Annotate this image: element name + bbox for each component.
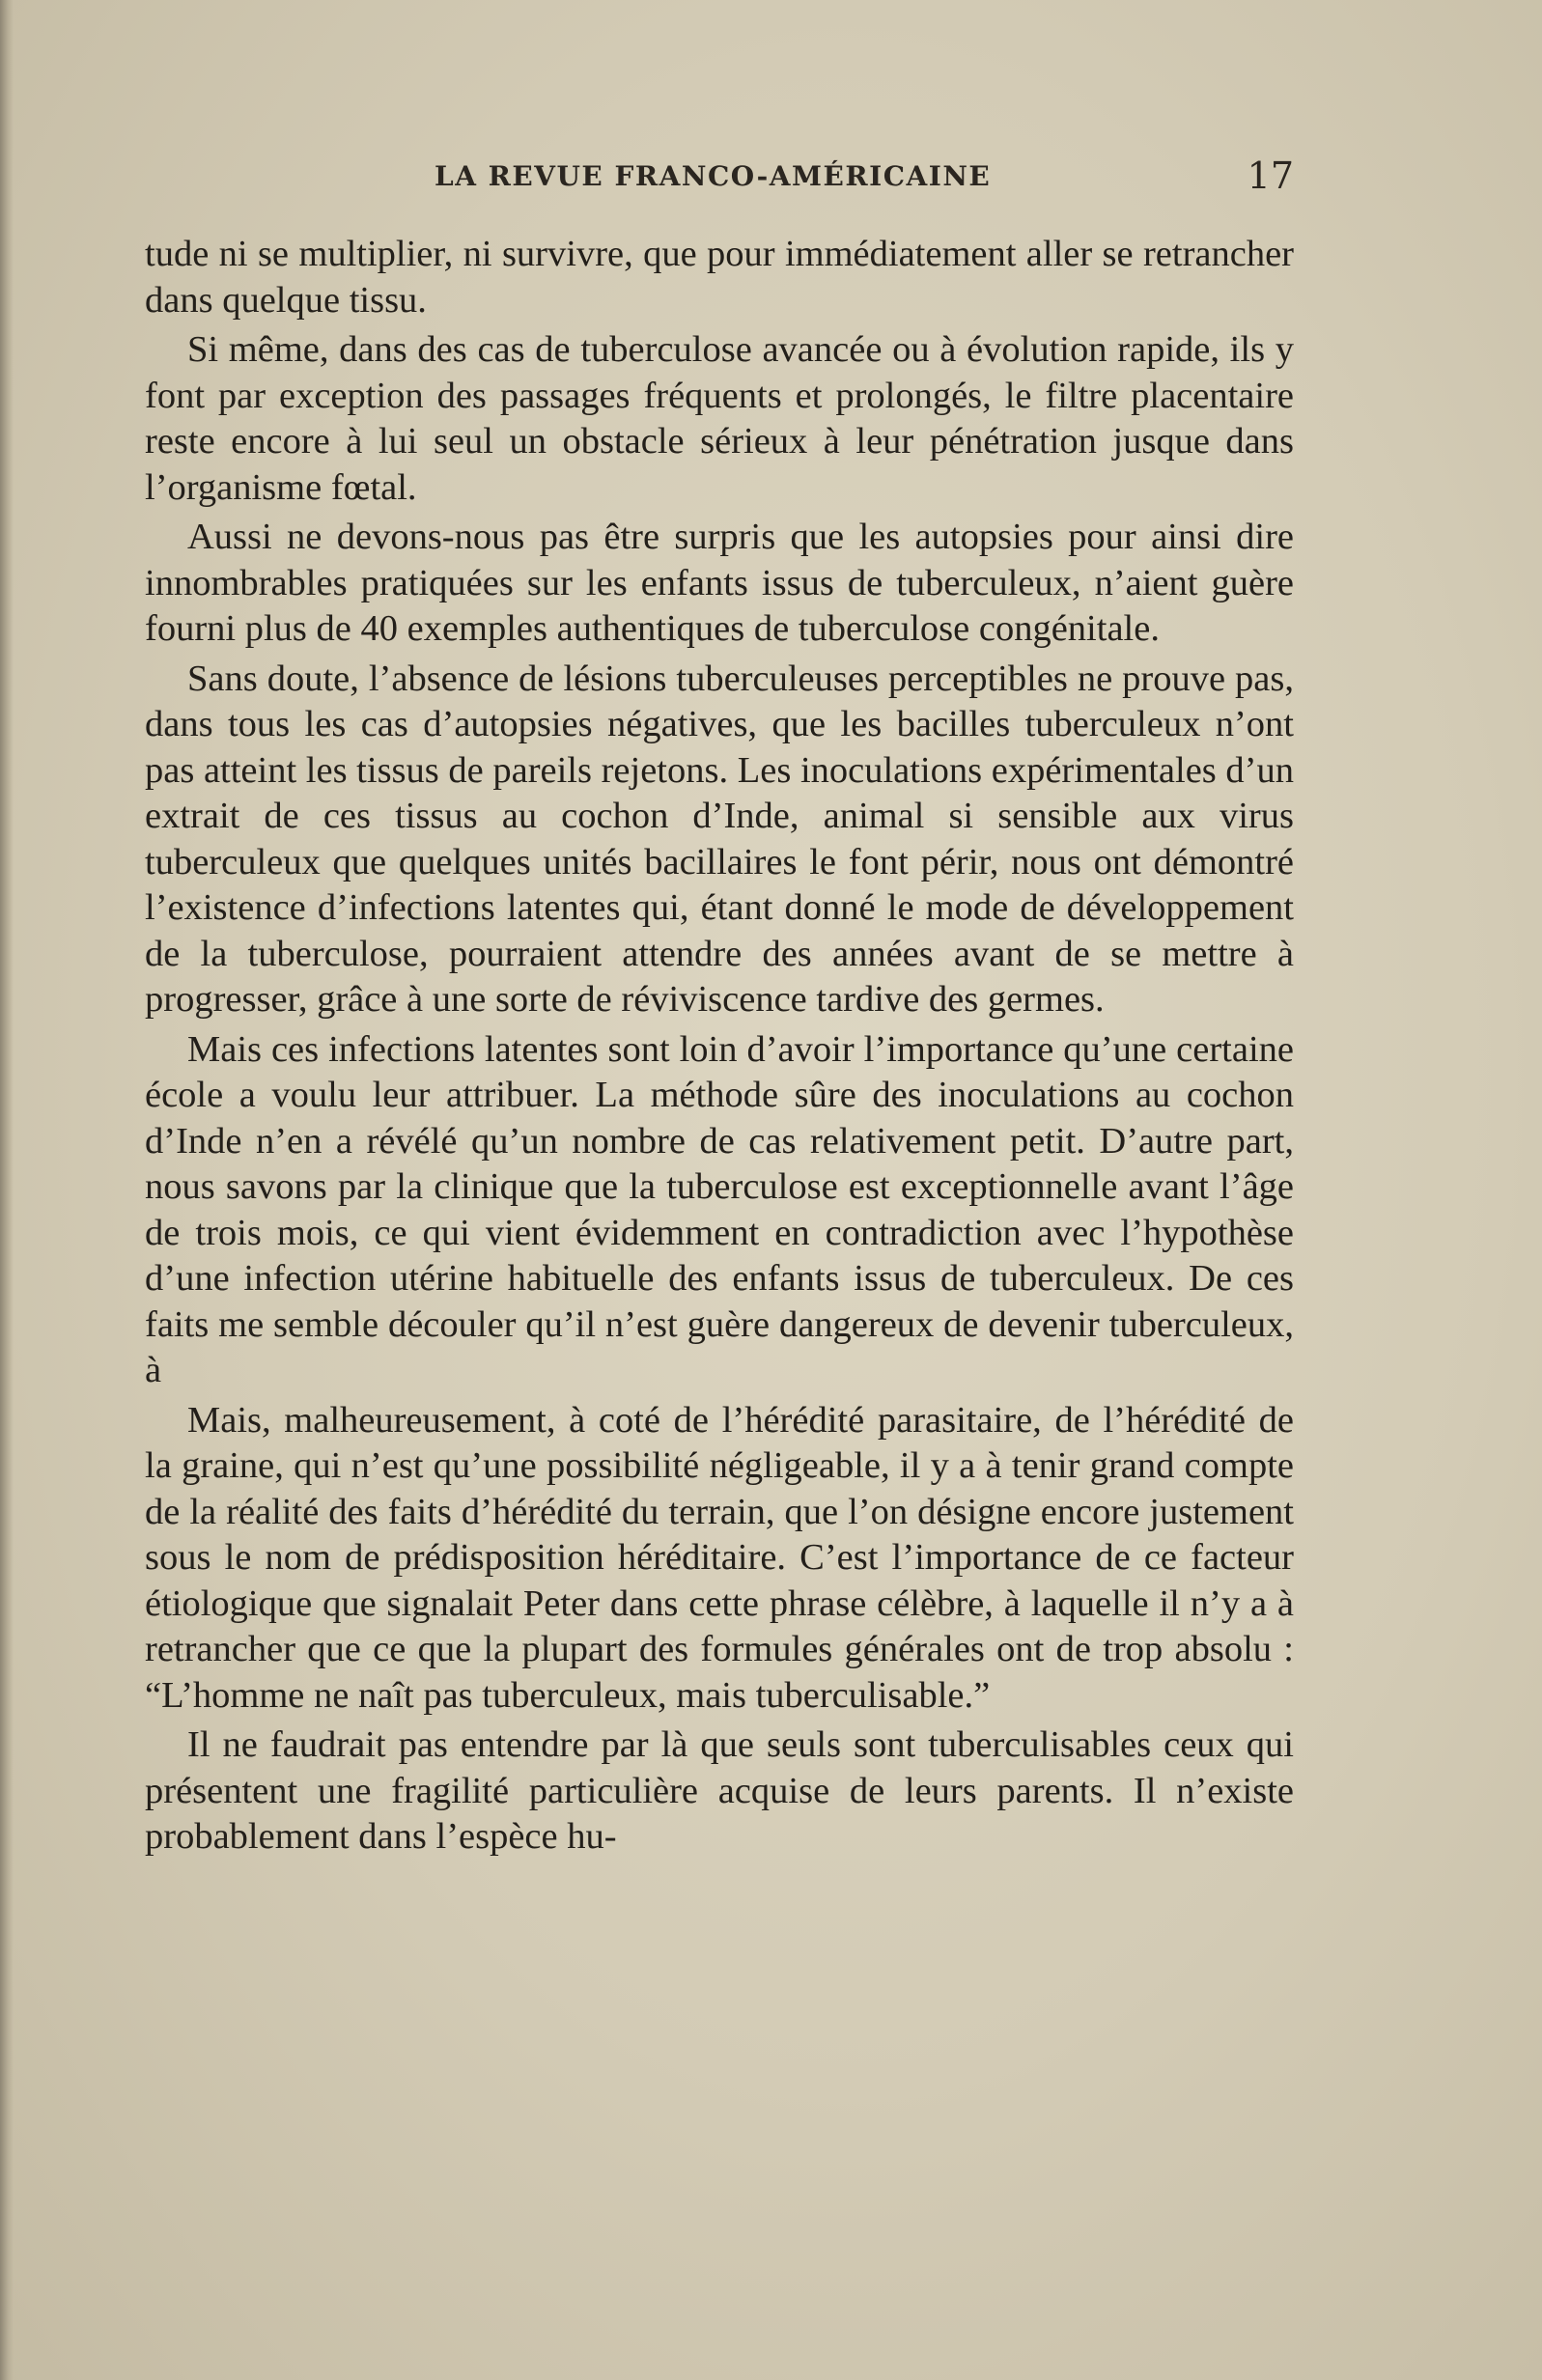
page-binding-edge [0,0,14,2380]
page-number: 17 [1247,154,1294,197]
paragraph: Si même, dans des cas de tuberculose avancée ou à évolution rapide, ils y font par exception des passages fréquents et prolongés, le filtre placentaire reste encore à lui seul un obstacle sérieux à leur pénétration jusque dans l’organisme fœtal. [145,329,1294,508]
running-title: LA REVUE FRANCO-AMÉRICAINE [435,160,992,192]
paragraph: tude ni se multiplier, ni survivre, que pour immédiatement aller se retrancher dans quelque tissu. [145,234,1294,321]
body-text [145,232,1294,1864]
running-header [145,154,1294,203]
paragraph: Sans doute, l’absence de lésions tuberculeuses perceptibles ne prouve pas, dans tous les cas d’autopsies négatives, que les bacilles tuberculeux n’ont pas atteint les tissus de pareils rejetons. Les inoculations expérimentales d’un extrait de ces tissus au cochon d’Inde, animal si sensible aux virus tuberculeux que quelques unités bacillaires le font périr, nous ont démontré l’existence d’infections latentes qui, étant donné le mode de développement de la tuberculose, pourraient attendre des années avant de se mettre à progresser, grâce à une sorte de réviviscence tardive des germes. [145,658,1294,1020]
paragraph: Mais ces infections latentes sont loin d’avoir l’importance qu’une certaine école a voulu leur attribuer. La méthode sûre des inoculations au cochon d’Inde n’en a révélé qu’un nombre de cas relativement petit. D’autre part, nous savons par la clinique que la tuberculose est exceptionnelle avant l’âge de trois mois, ce qui vient évidemment en contradiction avec l’hypothèse d’une infection utérine habituelle des enfants issus de tuberculeux. De ces faits me semble découler qu’il n’est guère dangereux de devenir tuberculeux, à [145,1028,1294,1390]
paragraph: Il ne faudrait pas entendre par là que seuls sont tuberculisables ceux qui présentent une fragilité particulière acquise de leurs parents. Il n’existe probablement dans l’espèce hu- [145,1724,1294,1857]
paragraph: Mais, malheureusement, à coté de l’hérédité parasitaire, de l’hérédité de la graine, qui n’est qu’une possibilité négligeable, il y a à tenir grand compte de la réalité des faits d’hérédité du terrain, que l’on désigne encore justement sous le nom de prédisposition héréditaire. C’est l’importance de ce facteur étiologique que signalait Peter dans cette phrase célèbre, à laquelle il n’y a à retrancher que ce que la plupart des formules générales ont de trop absolu : “L’homme ne naît pas tuberculeux, mais tuberculisable.” [145,1399,1294,1716]
paragraph: Aussi ne devons-nous pas être surpris que les autopsies pour ainsi dire innombrables pratiquées sur les enfants issus de tuberculeux, n’aient guère fourni plus de 40 exemples authentiques de tuberculose congénitale. [145,517,1294,649]
